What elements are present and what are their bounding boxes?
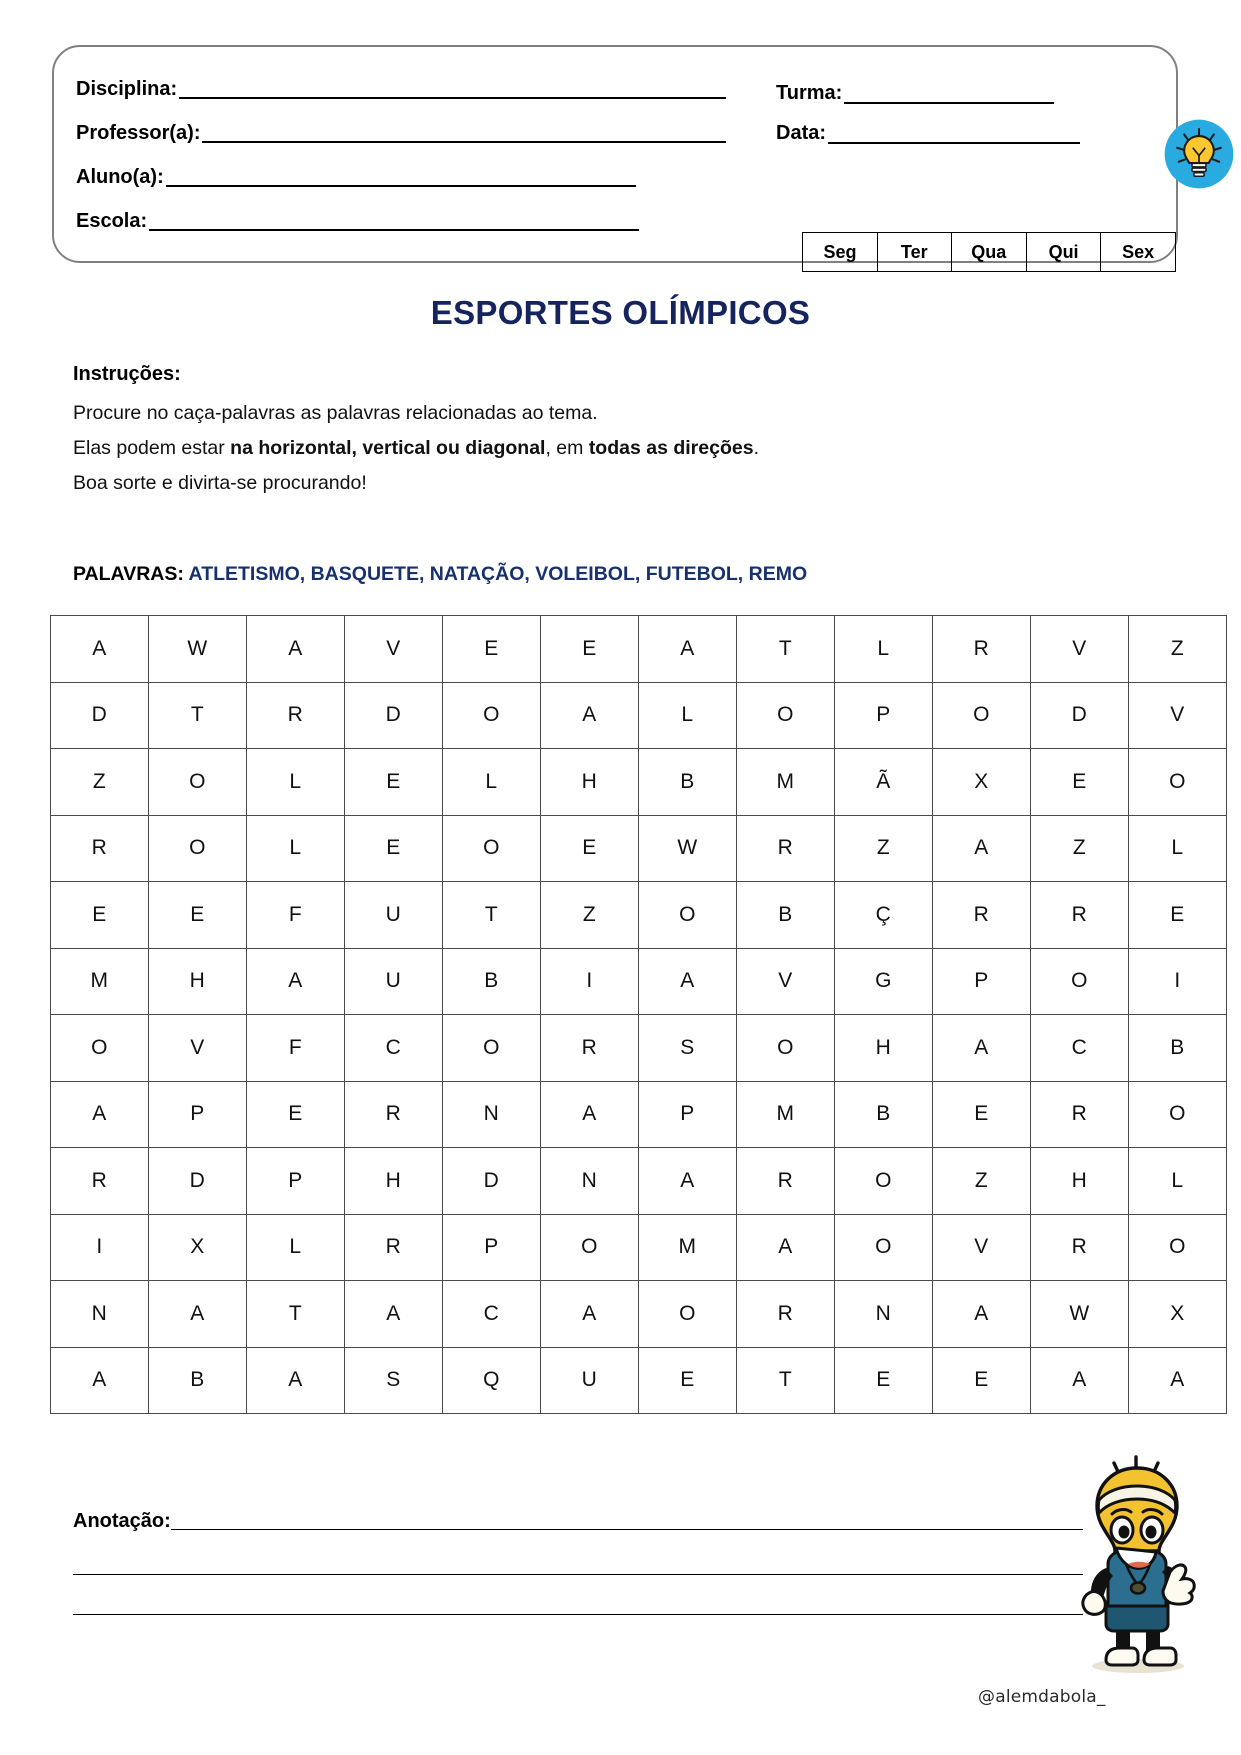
word-search-cell[interactable]: R [541, 1015, 639, 1082]
word-search-cell[interactable]: L [835, 616, 933, 683]
word-search-cell[interactable]: Q [443, 1347, 541, 1414]
weekday-cell-ter[interactable]: Ter [877, 233, 951, 272]
word-search-grid[interactable] [50, 615, 1227, 1414]
word-search-cell[interactable]: S [639, 1015, 737, 1082]
word-search-cell[interactable]: I [51, 1214, 149, 1281]
word-search-cell[interactable]: N [51, 1281, 149, 1348]
word-search-cell[interactable]: T [737, 1347, 835, 1414]
word-search-cell[interactable]: A [149, 1281, 247, 1348]
word-search-cell[interactable]: C [1031, 1015, 1129, 1082]
word-search-row [51, 616, 1227, 683]
word-search-cell[interactable]: E [443, 616, 541, 683]
word-search-cell[interactable]: R [1031, 1214, 1129, 1281]
word-search-cell[interactable]: A [1129, 1347, 1227, 1414]
watermark-handle: @alemdabola_ [978, 1687, 1106, 1707]
weekday-cell-qua[interactable]: Qua [951, 233, 1026, 272]
word-search-cell[interactable]: R [1031, 882, 1129, 949]
word-search-cell[interactable]: L [639, 682, 737, 749]
word-search-cell[interactable]: A [345, 1281, 443, 1348]
field-escola-input[interactable] [149, 228, 639, 231]
word-search-cell[interactable]: B [737, 882, 835, 949]
weekday-cell-sex[interactable]: Sex [1101, 233, 1176, 272]
word-list-label: PALAVRAS: [73, 563, 184, 585]
instructions-line-2 [73, 431, 973, 466]
instructions-line-2-part-c: , em [545, 437, 589, 459]
word-list-values: ATLETISMO, BASQUETE, NATAÇÃO, VOLEIBOL, FUTEBOL, REMO [183, 563, 808, 585]
word-search-row [51, 815, 1227, 882]
field-turma[interactable] [776, 69, 1096, 109]
word-search-cell[interactable]: Z [933, 1148, 1031, 1215]
student-info-right-column [776, 69, 1096, 149]
field-escola-label: Escola: [76, 210, 148, 232]
word-search-row [51, 1148, 1227, 1215]
lightbulb-mascot-icon [1058, 1452, 1214, 1680]
word-search-cell[interactable]: E [51, 882, 149, 949]
word-search-cell[interactable]: A [51, 1081, 149, 1148]
word-search-cell[interactable]: E [345, 815, 443, 882]
word-search-cell[interactable]: X [1129, 1281, 1227, 1348]
word-search-cell[interactable]: H [835, 1015, 933, 1082]
instructions-line-2-part-e: . [753, 437, 759, 459]
word-search-cell[interactable]: C [443, 1281, 541, 1348]
instructions-block [73, 363, 973, 501]
word-search-cell[interactable]: E [1031, 749, 1129, 816]
word-search-cell[interactable]: O [51, 1015, 149, 1082]
word-search-cell[interactable]: I [541, 948, 639, 1015]
field-professor[interactable] [76, 105, 726, 149]
word-search-cell[interactable]: U [345, 882, 443, 949]
word-search-cell[interactable]: A [247, 948, 345, 1015]
word-search-cell[interactable]: H [149, 948, 247, 1015]
word-search-cell[interactable]: T [737, 616, 835, 683]
word-search-cell[interactable]: D [345, 682, 443, 749]
word-search-cell[interactable]: D [1031, 682, 1129, 749]
word-search-cell[interactable]: B [149, 1347, 247, 1414]
word-search-cell[interactable]: M [639, 1214, 737, 1281]
weekday-table [802, 232, 1176, 272]
word-list [73, 563, 807, 586]
word-search-cell[interactable]: V [737, 948, 835, 1015]
word-search-cell[interactable]: E [933, 1347, 1031, 1414]
student-info-left-column [76, 61, 726, 237]
word-search-cell[interactable]: U [345, 948, 443, 1015]
word-search-cell[interactable]: Z [51, 749, 149, 816]
word-search-cell[interactable]: T [443, 882, 541, 949]
word-search-cell[interactable]: O [541, 1214, 639, 1281]
word-search-cell[interactable]: R [737, 1281, 835, 1348]
word-search-cell[interactable]: O [737, 1015, 835, 1082]
word-search-cell[interactable]: O [1129, 1081, 1227, 1148]
word-search-cell[interactable]: A [51, 1347, 149, 1414]
word-search-cell[interactable]: R [51, 815, 149, 882]
word-search-cell[interactable]: A [639, 1148, 737, 1215]
word-search-cell[interactable]: O [835, 1214, 933, 1281]
word-search-cell[interactable]: V [149, 1015, 247, 1082]
word-search-cell[interactable]: R [1031, 1081, 1129, 1148]
word-search-cell[interactable]: P [443, 1214, 541, 1281]
word-search-cell[interactable]: W [149, 616, 247, 683]
word-search-cell[interactable]: P [639, 1081, 737, 1148]
word-search-row [51, 948, 1227, 1015]
word-search-cell[interactable]: O [933, 682, 1031, 749]
word-search-row [51, 882, 1227, 949]
field-turma-input[interactable] [844, 101, 1054, 104]
word-search-cell[interactable]: X [933, 749, 1031, 816]
word-search-cell[interactable]: R [933, 882, 1031, 949]
word-search-cell[interactable]: C [345, 1015, 443, 1082]
word-search-cell[interactable]: T [149, 682, 247, 749]
field-professor-input[interactable] [202, 140, 726, 143]
word-search-cell[interactable]: I [1129, 948, 1227, 1015]
field-data-label: Data: [776, 122, 827, 144]
field-turma-label: Turma: [776, 82, 843, 104]
instructions-line-3: Boa sorte e divirta-se procurando! [73, 472, 367, 494]
word-search-cell[interactable]: A [933, 1281, 1031, 1348]
instructions-line-1: Procure no caça-palavras as palavras relacionadas ao tema. [73, 402, 598, 424]
word-search-cell[interactable]: O [1031, 948, 1129, 1015]
word-search-cell[interactable]: A [639, 616, 737, 683]
word-search-cell[interactable]: E [933, 1081, 1031, 1148]
word-search-cell[interactable]: O [639, 1281, 737, 1348]
word-search-row [51, 1214, 1227, 1281]
word-search-cell[interactable]: D [149, 1148, 247, 1215]
word-search-cell[interactable]: L [443, 749, 541, 816]
word-search-cell[interactable]: O [149, 815, 247, 882]
word-search-cell[interactable]: O [443, 682, 541, 749]
word-search-cell[interactable]: U [541, 1347, 639, 1414]
word-search-cell[interactable]: R [933, 616, 1031, 683]
instructions-heading: Instruções: [73, 363, 181, 385]
word-search-cell[interactable]: E [247, 1081, 345, 1148]
word-search-cell[interactable]: H [541, 749, 639, 816]
word-search-cell[interactable]: P [933, 948, 1031, 1015]
word-search-cell[interactable]: O [835, 1148, 933, 1215]
word-search-cell[interactable]: O [443, 1015, 541, 1082]
word-search-cell[interactable]: G [835, 948, 933, 1015]
word-search-cell[interactable]: V [1129, 682, 1227, 749]
word-search-cell[interactable]: P [247, 1148, 345, 1215]
word-search-cell[interactable]: A [639, 948, 737, 1015]
word-search-cell[interactable]: N [443, 1081, 541, 1148]
notes-input-line-2[interactable] [73, 1573, 1083, 1575]
word-search-cell[interactable]: N [835, 1281, 933, 1348]
word-search-cell[interactable]: Z [835, 815, 933, 882]
field-disciplina-label: Disciplina: [76, 78, 178, 100]
word-search-cell[interactable]: M [737, 749, 835, 816]
word-search-cell[interactable]: B [835, 1081, 933, 1148]
word-search-cell[interactable]: L [247, 749, 345, 816]
word-search-cell[interactable]: A [541, 1081, 639, 1148]
word-search-cell[interactable]: L [1129, 815, 1227, 882]
field-data-input[interactable] [828, 141, 1080, 144]
word-search-cell[interactable]: L [247, 815, 345, 882]
word-search-cell[interactable]: B [443, 948, 541, 1015]
word-search-cell[interactable]: P [835, 682, 933, 749]
word-search-cell[interactable]: L [1129, 1148, 1227, 1215]
field-aluno[interactable] [76, 149, 726, 193]
word-search-cell[interactable]: B [639, 749, 737, 816]
word-search-cell[interactable]: S [345, 1347, 443, 1414]
word-search-cell[interactable]: L [247, 1214, 345, 1281]
word-search-cell[interactable]: R [247, 682, 345, 749]
notes-input-line-1[interactable] [171, 1528, 1083, 1530]
word-search-cell[interactable]: A [51, 616, 149, 683]
word-search-cell[interactable]: N [541, 1148, 639, 1215]
word-search-cell[interactable]: E [541, 616, 639, 683]
word-search-row [51, 749, 1227, 816]
word-search-cell[interactable]: W [639, 815, 737, 882]
word-search-row [51, 682, 1227, 749]
word-search-row [51, 1015, 1227, 1082]
word-search-cell[interactable]: H [345, 1148, 443, 1215]
word-search-cell[interactable]: R [737, 1148, 835, 1215]
word-search-cell[interactable]: D [51, 682, 149, 749]
word-search-cell[interactable]: W [1031, 1281, 1129, 1348]
instructions-line-2-bold-directions: na horizontal, vertical ou diagonal [230, 437, 546, 459]
word-search-cell[interactable]: E [639, 1347, 737, 1414]
notes-input-line-3[interactable] [73, 1613, 1083, 1615]
weekday-cell-qui[interactable]: Qui [1026, 233, 1100, 272]
word-search-cell[interactable]: M [51, 948, 149, 1015]
word-search-cell[interactable]: Ç [835, 882, 933, 949]
word-search-cell[interactable]: Z [1031, 815, 1129, 882]
word-search-cell[interactable]: Ã [835, 749, 933, 816]
word-search-cell[interactable]: A [933, 1015, 1031, 1082]
lightbulb-icon [1160, 115, 1238, 193]
field-data[interactable] [776, 109, 1096, 149]
word-search-cell[interactable]: O [1129, 749, 1227, 816]
word-search-row [51, 1347, 1227, 1414]
word-search-cell[interactable]: P [149, 1081, 247, 1148]
word-search-cell[interactable]: V [345, 616, 443, 683]
instructions-line-2-part-a: Elas podem estar [73, 437, 231, 459]
word-search-cell[interactable]: A [1031, 1347, 1129, 1414]
word-search-cell[interactable]: A [933, 815, 1031, 882]
notes-label: Anotação: [73, 1510, 171, 1532]
word-search-cell[interactable]: Z [541, 882, 639, 949]
word-search-cell[interactable]: F [247, 882, 345, 949]
word-search-cell[interactable]: H [1031, 1148, 1129, 1215]
notes-block [73, 1493, 1083, 1615]
word-search-cell[interactable]: O [443, 815, 541, 882]
word-search-cell[interactable]: T [247, 1281, 345, 1348]
word-search-cell[interactable]: O [639, 882, 737, 949]
word-search-cell[interactable]: E [541, 815, 639, 882]
word-search-cell[interactable]: A [541, 1281, 639, 1348]
weekday-cell-seg[interactable]: Seg [803, 233, 878, 272]
word-search-cell[interactable]: O [1129, 1214, 1227, 1281]
instructions-line-2-bold-all: todas as direções [588, 437, 754, 459]
word-search-row [51, 1081, 1227, 1148]
word-search-cell[interactable]: E [1129, 882, 1227, 949]
page-title: ESPORTES OLÍMPICOS [430, 294, 811, 331]
word-search-cell[interactable]: D [443, 1148, 541, 1215]
field-disciplina[interactable] [76, 61, 726, 105]
word-search-grid-wrapper [50, 615, 1227, 1414]
word-search-cell[interactable]: A [737, 1214, 835, 1281]
word-search-cell[interactable]: M [737, 1081, 835, 1148]
word-search-cell[interactable]: B [1129, 1015, 1227, 1082]
field-aluno-input[interactable] [166, 184, 636, 187]
field-escola[interactable] [76, 193, 726, 237]
word-search-cell[interactable]: E [149, 882, 247, 949]
weekday-row [803, 233, 1176, 272]
word-search-cell[interactable]: V [933, 1214, 1031, 1281]
word-search-cell[interactable]: F [247, 1015, 345, 1082]
word-search-cell[interactable]: A [541, 682, 639, 749]
field-disciplina-input[interactable] [179, 96, 726, 99]
notes-first-row[interactable] [73, 1493, 1083, 1535]
word-search-cell[interactable]: E [835, 1347, 933, 1414]
field-aluno-label: Aluno(a): [76, 166, 164, 188]
word-search-cell[interactable]: Z [1129, 616, 1227, 683]
word-search-cell[interactable]: R [345, 1214, 443, 1281]
student-info-box [52, 45, 1178, 263]
word-search-cell[interactable]: R [737, 815, 835, 882]
word-search-cell[interactable]: E [345, 749, 443, 816]
word-search-cell[interactable]: R [51, 1148, 149, 1215]
word-search-cell[interactable]: V [1031, 616, 1129, 683]
word-search-cell[interactable]: O [149, 749, 247, 816]
word-search-cell[interactable]: X [149, 1214, 247, 1281]
word-search-cell[interactable]: R [345, 1081, 443, 1148]
word-search-cell[interactable]: A [247, 616, 345, 683]
word-search-row [51, 1281, 1227, 1348]
word-search-cell[interactable]: A [247, 1347, 345, 1414]
word-search-cell[interactable]: O [737, 682, 835, 749]
field-professor-label: Professor(a): [76, 122, 201, 144]
